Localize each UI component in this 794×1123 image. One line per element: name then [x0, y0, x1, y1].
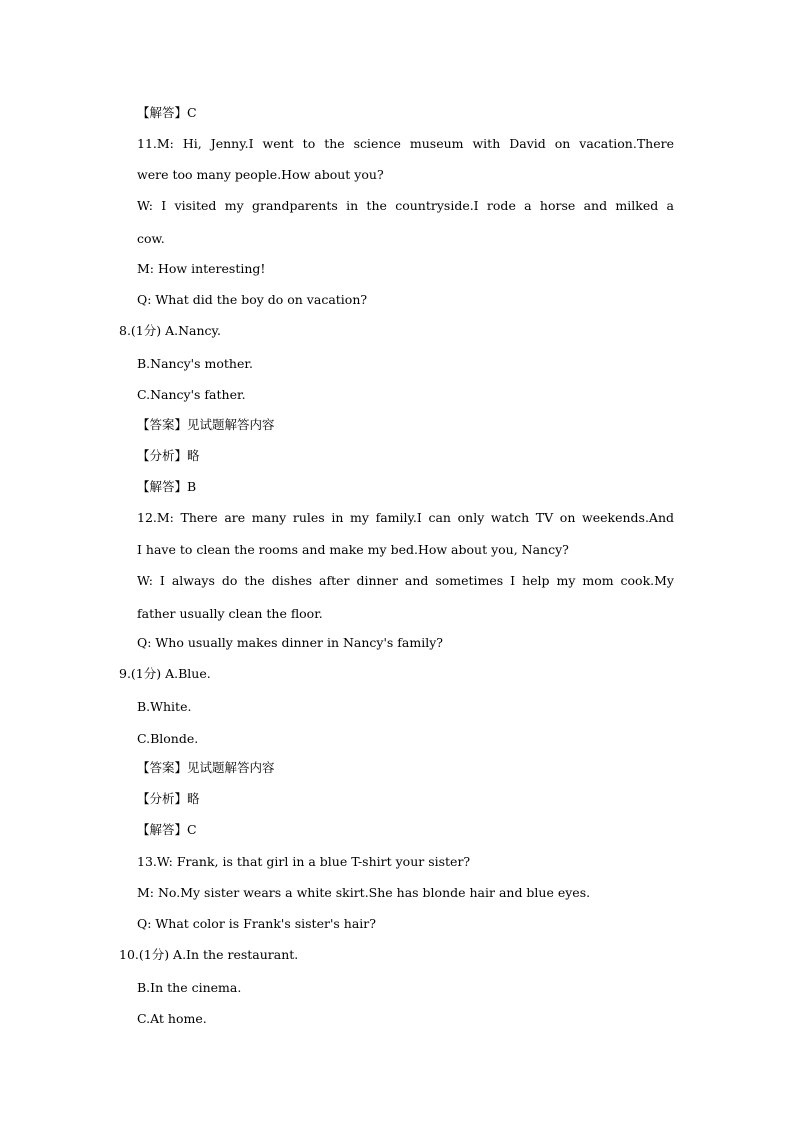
dialogue-line: cow. — [137, 231, 165, 246]
dialogue-line: W: I visited my grandparents in the countryside.I rode a horse and milked a — [137, 198, 674, 213]
option-line: C.At home. — [137, 1011, 207, 1026]
dialogue-line: 12.M: There are many rules in my family.I can only watch TV on weekends.And — [137, 510, 674, 525]
answer-line: 【答案】见试题解答内容 — [137, 417, 275, 432]
dialogue-line: were too many people.How about you? — [137, 167, 384, 182]
answer-line: 【解答】B — [137, 479, 197, 494]
question-line: Q: Who usually makes dinner in Nancy's family? — [137, 635, 443, 650]
option-line: B.White. — [137, 699, 192, 714]
option-line: B.In the cinema. — [137, 980, 242, 995]
question-number-line: 9.(1分) A.Blue. — [119, 666, 211, 681]
dialogue-line: father usually clean the floor. — [137, 606, 323, 621]
dialogue-line: M: No.My sister wears a white skirt.She has blonde hair and blue eyes. — [137, 885, 591, 900]
question-line: Q: What color is Frank's sister's hair? — [137, 916, 376, 931]
dialogue-line: 13.W: Frank, is that girl in a blue T-shirt your sister? — [137, 854, 471, 869]
dialogue-line: I have to clean the rooms and make my bed.How about you, Nancy? — [137, 542, 569, 557]
answer-line: 【答案】见试题解答内容 — [137, 760, 275, 775]
option-line: C.Blonde. — [137, 731, 199, 746]
dialogue-line: W: I always do the dishes after dinner and sometimes I help my mom cook.My — [137, 573, 674, 588]
answer-line: 【解答】C — [137, 105, 197, 120]
option-line: C.Nancy's father. — [137, 387, 246, 402]
dialogue-line: M: How interesting! — [137, 261, 266, 276]
answer-line: 【解答】C — [137, 822, 197, 837]
option-line: B.Nancy's mother. — [137, 356, 253, 371]
analysis-line: 【分析】略 — [137, 448, 200, 463]
dialogue-line: 11.M: Hi, Jenny.I went to the science museum with David on vacation.There — [137, 136, 674, 151]
question-number-line: 10.(1分) A.In the restaurant. — [119, 947, 299, 962]
question-number-line: 8.(1分) A.Nancy. — [119, 323, 221, 338]
question-line: Q: What did the boy do on vacation? — [137, 292, 368, 307]
analysis-line: 【分析】略 — [137, 791, 200, 806]
